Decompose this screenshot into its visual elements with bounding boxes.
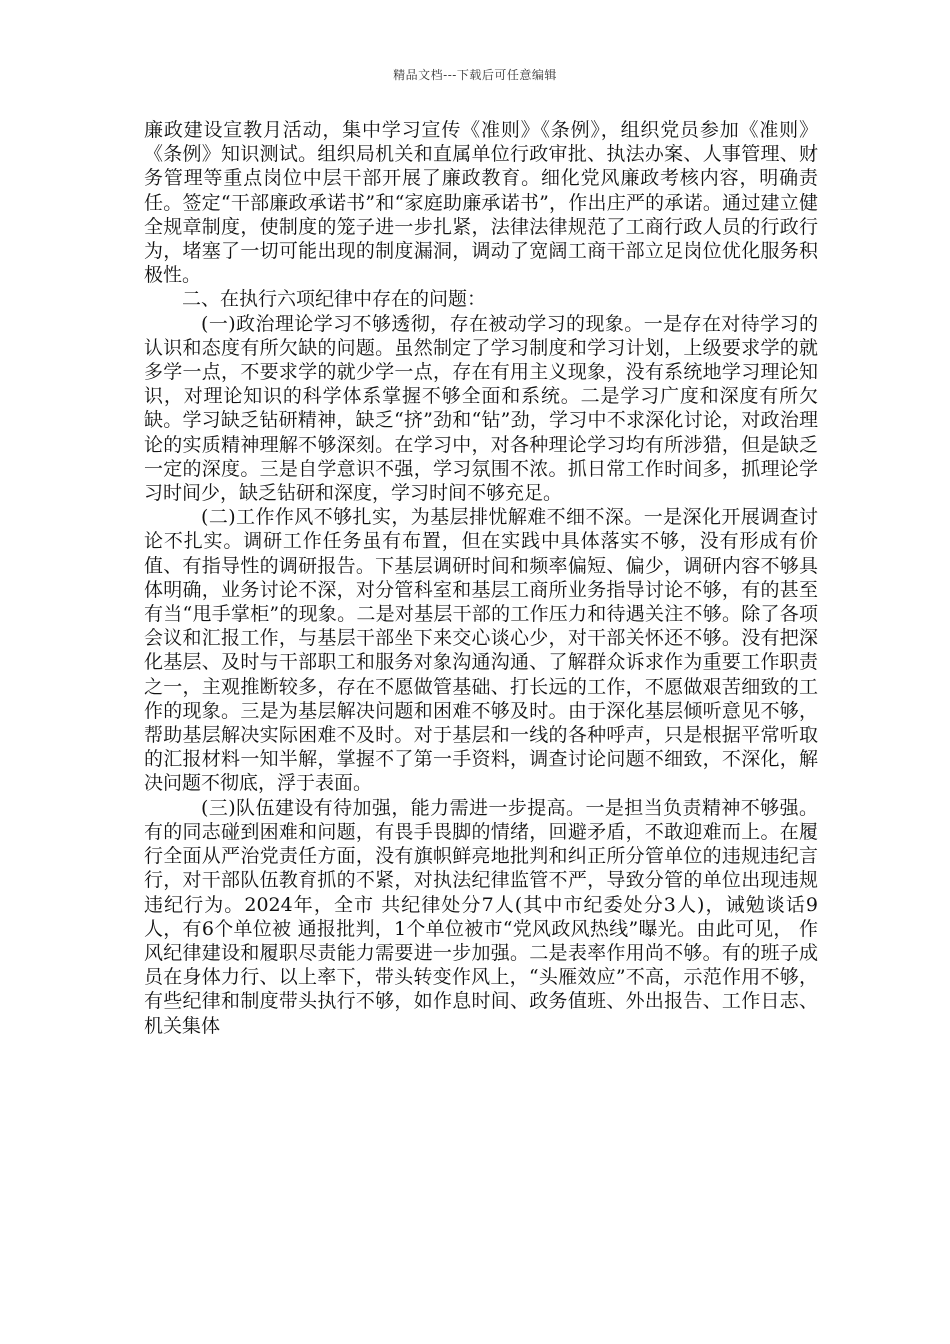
paragraph-continuation: 廉政建设宣教月活动，集中学习宣传《准则》《条例》，组织党员参加《准则》《条例》知识测试。组织局机关和直属单位行政审批、执法办案、人事管理、财务管理等重点岗位中层干部开展了廉政教育。细化党风廉政考核内容，明确责任。签定“干部廉政承诺书”和“家庭助廉承诺书”，作出庄严的承诺。通过建立健全规章制度，使制度的笼子进一步扎紧，法律法律规范了工商行政人员的行政行为，堵塞了一切可能出现的制度漏洞，调动了宽阔工商干部立足岗位优化服务积极性。 xyxy=(144,119,818,287)
paragraph-item-1: (一)政治理论学习不够透彻，存在被动学习的现象。一是存在对待学习的认识和态度有所欠缺的问题。虽然制定了学习制度和学习计划，上级要求学的就多学一点，不要求学的就少学一点，存在有用主义现象，没有系统地学习理论知识，对理论知识的科学体系掌握不够全面和系统。二是学习广度和深度有所欠缺。学习缺乏钻研精神，缺乏“挤”劲和“钻”劲，学习中不求深化讨论，对政治理论的实质精神理解不够深刻。在学习中，对各种理论学习均有所涉猎，但是缺乏一定的深度。三是自学意识不强，学习氛围不浓。抓日常工作时间多，抓理论学习时间少，缺乏钻研和深度，学习时间不够充足。 xyxy=(144,312,818,505)
paragraph-item-2: (二)工作作风不够扎实，为基层排忧解难不细不深。一是深化开展调查讨论不扎实。调研工作任务虽有布置，但在实践中具体落实不够，没有形成有价值、有指导性的调研报告。下基层调研时间和频率偏短、偏少，调研内容不够具体明确，业务讨论不深，对分管科室和基层工商所业务指导讨论不够，有的甚至有当“甩手掌柜”的现象。二是对基层干部的工作压力和待遇关注不够。除了各项会议和汇报工作，与基层干部坐下来交心谈心少，对干部关怀还不够。没有把深化基层、及时与干部职工和服务对象沟通沟通、了解群众诉求作为重要工作职责之一，主观推断较多，存在不愿做管基础、打长远的工作，不愿做艰苦细致的工作的现象。三是为基层解决问题和困难不够及时。由于深化基层倾听意见不够，帮助基层解决实际困难不及时。对于基层和一线的各种呼声，只是根据平常听取的汇报材料一知半解，掌握不了第一手资料，调查讨论问题不细致，不深化，解决问题不彻底，浮于表面。 xyxy=(144,506,818,795)
document-body xyxy=(144,118,818,1038)
page-header: 精品文档---下载后可任意编辑 xyxy=(393,68,557,82)
paragraph-item-3: (三)队伍建设有待加强，能力需进一步提高。一是担当负责精神不够强。有的同志碰到困难和问题，有畏手畏脚的情绪，回避矛盾，不敢迎难而上。在履行全面从严治党责任方面，没有旗帜鲜亮地批判和纠正所分管单位的违规违纪言行，对干部队伍教育抓的不紧，对执法纪律监管不严，导致分管的单位出现违规违纪行为。2024年，全市 共纪律处分7人(其中市纪委处分3人)，诫勉谈话9人，有6个单位被 通报批判，1个单位被市“党风政风热线”曝光。由此可见， 作风纪律建设和履职尽责能力需要进一步加强。二是表率作用尚不够。有的班子成员在身体力行、以上率下，带头转变作风上，“头雁效应”不高，示范作用不够，有些纪律和制度带头执行不够，如作息时间、政务值班、外出报告、工作日志、机关集体 xyxy=(144,796,818,1037)
section-heading: 二、在执行六项纪律中存在的问题： xyxy=(182,288,487,311)
